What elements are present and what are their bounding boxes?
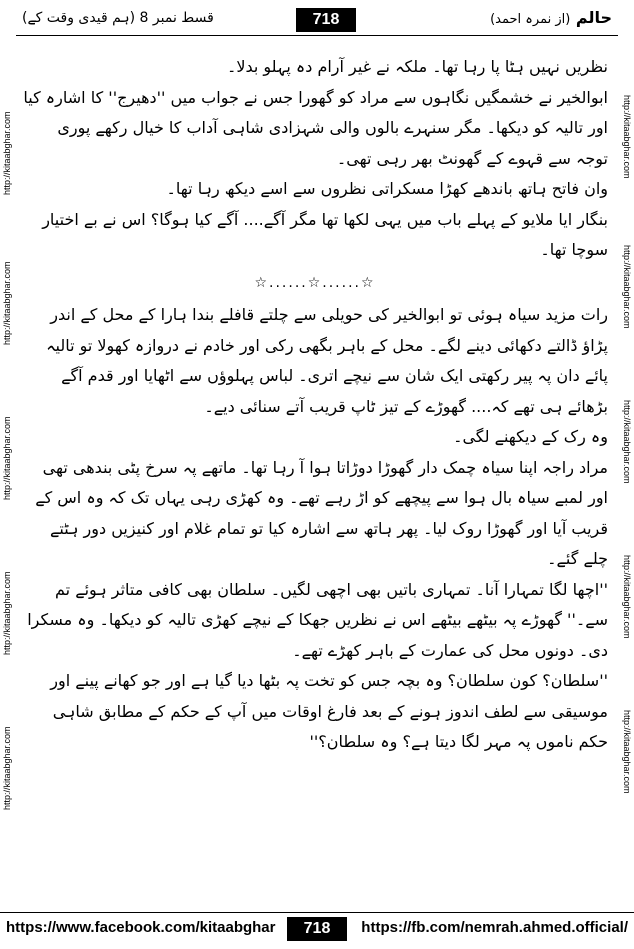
paragraph: رات مزید سیاہ ہوئی تو ابوالخیر کی حویلی سے چلتے قافلے بندا ہارا کے محل کے اندر پڑاؤ ڈالتے دکھائی دینے لگے۔ محل کے باہر بگھی رکی اور خادم نے دروازہ کھولا تو تالیہ پائے دان پہ پیر رکھتی ایک شان سے نیچے اتری۔ لباس پہلوؤں سے اٹھایا اور قدم آگے بڑھائے ہی تھے کہ.... گھوڑے کے تیز ٹاپ قریب آتے سنائی دیے۔ <box>46 305 608 416</box>
side-url: http://kitaabghar.com <box>2 261 12 345</box>
side-url: http://kitaabghar.com <box>622 400 632 484</box>
side-url: http://kitaabghar.com <box>2 416 12 500</box>
paragraph: ابوالخیر نے خشمگیں نگاہوں سے مراد کو گھورا جس نے جواب میں ''دھیرج'' کا اشارہ کیا اور تالیہ کو دیکھا۔ مگر سنہرے بالوں والی شہزادی شاہی آداب کا خیال رکھے پوری توجہ سے قہوے کے گھونٹ بھر رہی تھی۔ <box>23 87 608 168</box>
page-body <box>22 52 608 892</box>
side-url: http://kitaabghar.com <box>622 95 632 179</box>
left-margin-urls <box>0 0 14 949</box>
header-page-number: 718 <box>296 8 356 32</box>
side-url: http://kitaabghar.com <box>2 726 12 810</box>
side-url: http://kitaabghar.com <box>622 245 632 329</box>
paragraph: ''اچھا لگا تمہارا آنا۔ تمہاری باتیں بھی اچھی لگیں۔ سلطان بھی کافی متاثر ہوئے تم سے۔'' گھوڑے پہ بیٹھے بیٹھے اس نے نظریں جھکا کے نیچے کھڑی تالیہ کو دیکھا۔ وہ مسکرا دی۔ دونوں محل کی عمارت کے باہر کھڑے تھے۔ <box>27 579 608 660</box>
episode-label: قسط نمبر 8 (ہم قیدی وقت کے) <box>22 10 214 26</box>
side-url: http://kitaabghar.com <box>2 571 12 655</box>
side-url: http://kitaabghar.com <box>622 710 632 794</box>
novel-title <box>490 8 612 27</box>
footer-page-number: 718 <box>287 917 347 941</box>
page-header <box>16 6 618 36</box>
paragraph: بنگار ایا ملایو کے پہلے باب میں یہی لکھا تھا مگر آگے.... آگے کیا ہوگا؟ اس نے بے اختیار سوچا تھا۔ <box>42 209 608 259</box>
right-margin-urls <box>620 0 634 949</box>
paragraph: ''سلطان؟ کون سلطان؟ وہ بچہ جس کو تخت پہ بٹھا دیا گیا ہے اور جو کھانے پینے اور موسیقی سے لطف اندوز ہونے کے بعد فارغ اوقات میں آپ کے حکم کے مطابق شاہی حکم ناموں پہ مہر لگا دیتا ہے؟ وہ سلطان؟'' <box>50 671 608 751</box>
side-url: http://kitaabghar.com <box>2 111 12 195</box>
section-separator: ☆......☆......☆ <box>254 274 376 291</box>
title-text: حالم <box>575 8 612 27</box>
paragraph: وان فاتح ہاتھ باندھے کھڑا مسکراتی نظروں سے اسے دیکھ رہا تھا۔ <box>166 179 608 198</box>
page-footer <box>0 912 634 949</box>
side-url: http://kitaabghar.com <box>622 555 632 639</box>
fb-official-link[interactable]: https://fb.com/nemrah.ahmed.official/ <box>361 919 628 936</box>
paragraph: مراد راجہ اپنا سیاہ چمک دار گھوڑا دوڑاتا ہوا آ رہا تھا۔ ماتھے پہ سرخ پٹی بندھی تھی اور لمبے سیاہ بال ہوا سے پیچھے کو اڑ رہے تھے۔ وہ کھڑی رہی یہاں تک کہ وہ اس کے قریب آیا اور گھوڑا روک لیا۔ پھر ہاتھ سے اشارہ کیا تو تمام غلام اور کنیزیں دور ہٹتے چلے گئے۔ <box>35 457 608 568</box>
facebook-link[interactable]: https://www.facebook.com/kitaabghar <box>6 919 276 936</box>
author-text: (از نمرہ احمد) <box>490 12 571 27</box>
paragraph: وہ رک کے دیکھنے لگی۔ <box>453 427 608 446</box>
paragraph: نظریں نہیں ہٹا پا رہا تھا۔ ملکہ نے غیر آرام دہ پہلو بدلا۔ <box>226 57 608 76</box>
